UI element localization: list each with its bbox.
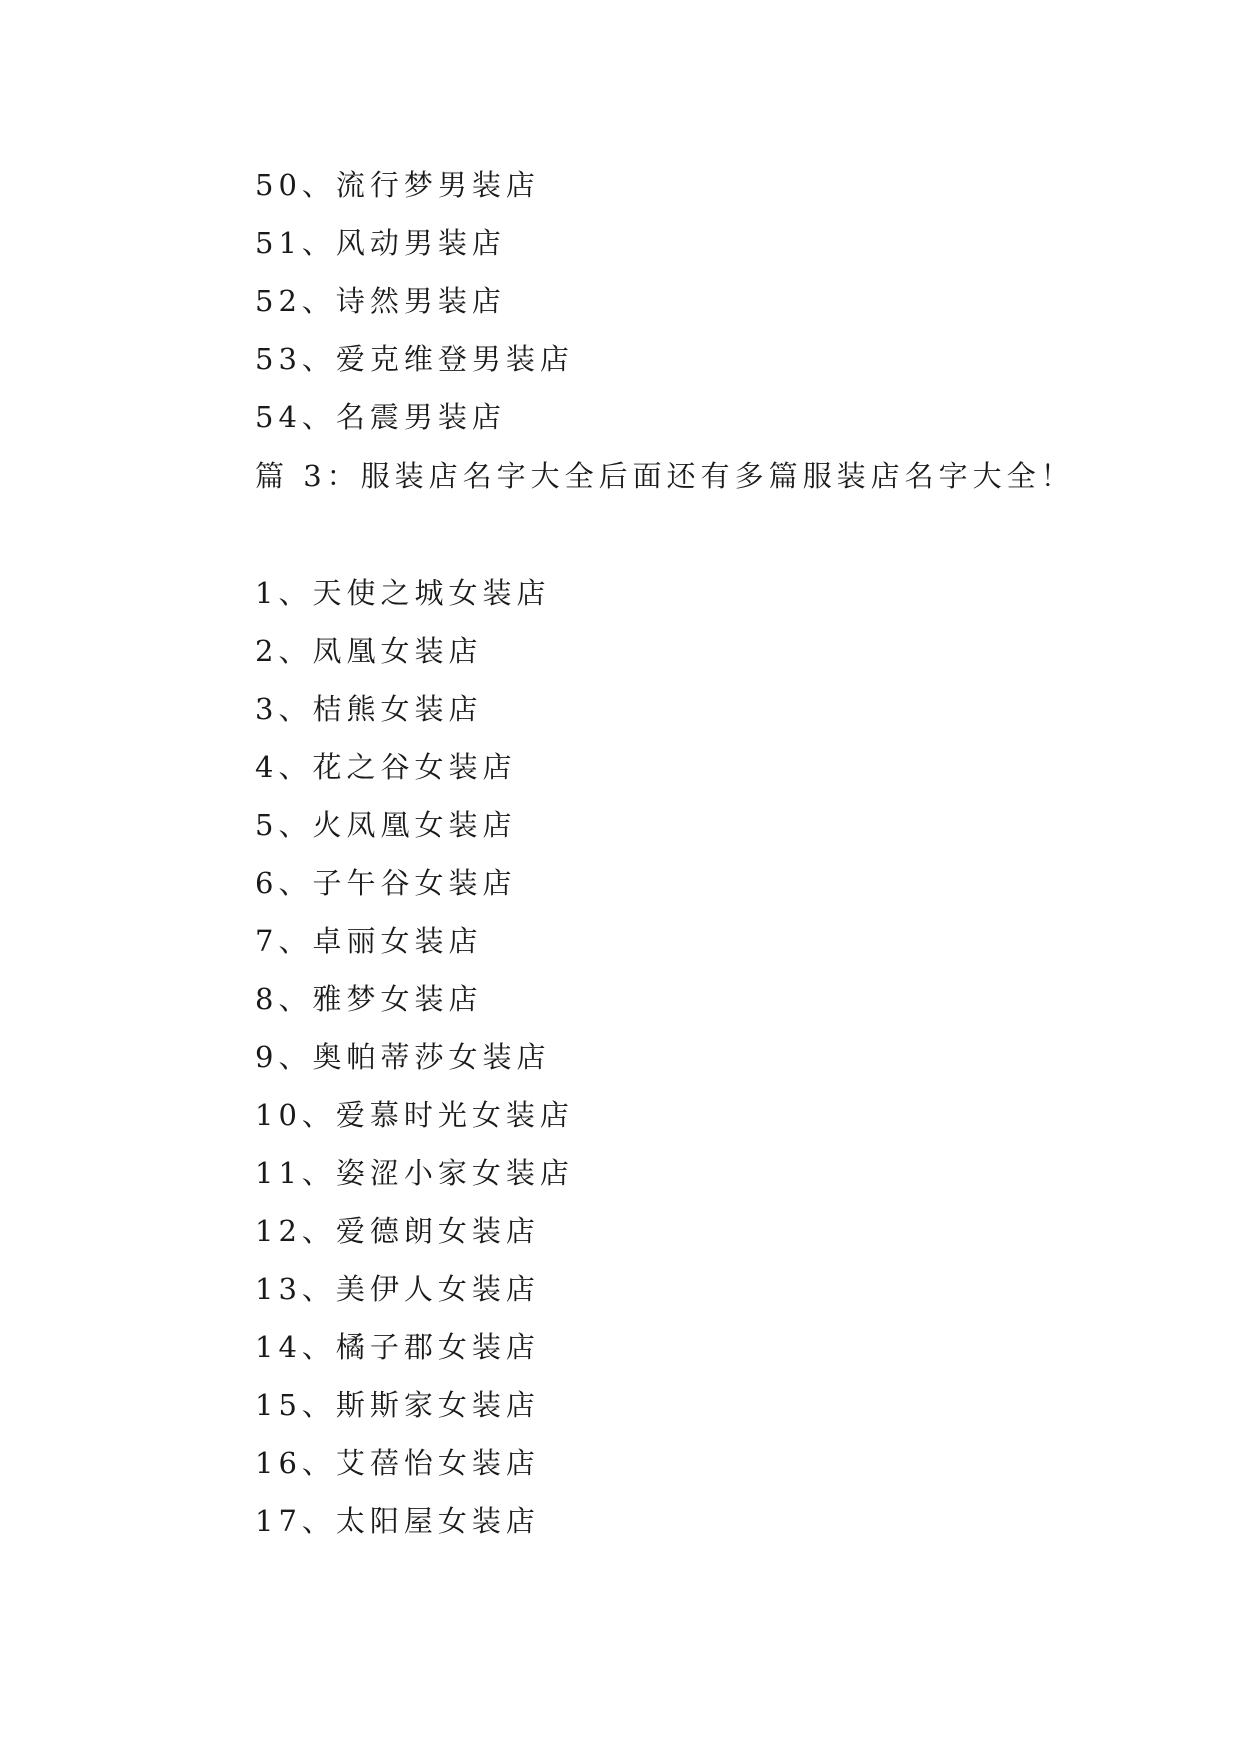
list-item: 51、风动男装店 — [255, 226, 506, 260]
list-item: 8、雅梦女装店 — [255, 982, 483, 1016]
list-item: 15、斯斯家女装店 — [255, 1388, 540, 1422]
list-item: 6、子午谷女装店 — [255, 866, 517, 900]
list-item: 10、爱慕时光女装店 — [255, 1098, 574, 1132]
list-item: 11、姿涩小家女装店 — [255, 1156, 574, 1190]
list-item: 52、诗然男装店 — [255, 284, 506, 318]
list-item: 3、桔熊女装店 — [255, 692, 483, 726]
list-item: 5、火凤凰女装店 — [255, 808, 517, 842]
list-item: 13、美伊人女装店 — [255, 1272, 540, 1306]
list-item: 54、名震男装店 — [255, 400, 506, 434]
list-item: 17、太阳屋女装店 — [255, 1504, 540, 1538]
list-item: 2、凤凰女装店 — [255, 634, 483, 668]
list-item: 50、流行梦男装店 — [255, 168, 540, 202]
men-store-name-list — [255, 156, 574, 446]
list-item: 53、爱克维登男装店 — [255, 342, 574, 376]
list-item: 14、橘子郡女装店 — [255, 1330, 540, 1364]
list-item: 4、花之谷女装店 — [255, 750, 517, 784]
list-item: 1、天使之城女装店 — [255, 576, 551, 610]
section-heading-block — [255, 447, 1075, 505]
section-heading: 篇 3：服装店名字大全后面还有多篇服装店名字大全！ — [255, 459, 1075, 493]
list-item: 12、爱德朗女装店 — [255, 1214, 540, 1248]
list-item: 7、卓丽女装店 — [255, 924, 483, 958]
list-item: 9、奥帕蒂莎女装店 — [255, 1040, 551, 1074]
list-item: 16、艾蓓怡女装店 — [255, 1446, 540, 1480]
women-store-name-list — [255, 564, 574, 1550]
